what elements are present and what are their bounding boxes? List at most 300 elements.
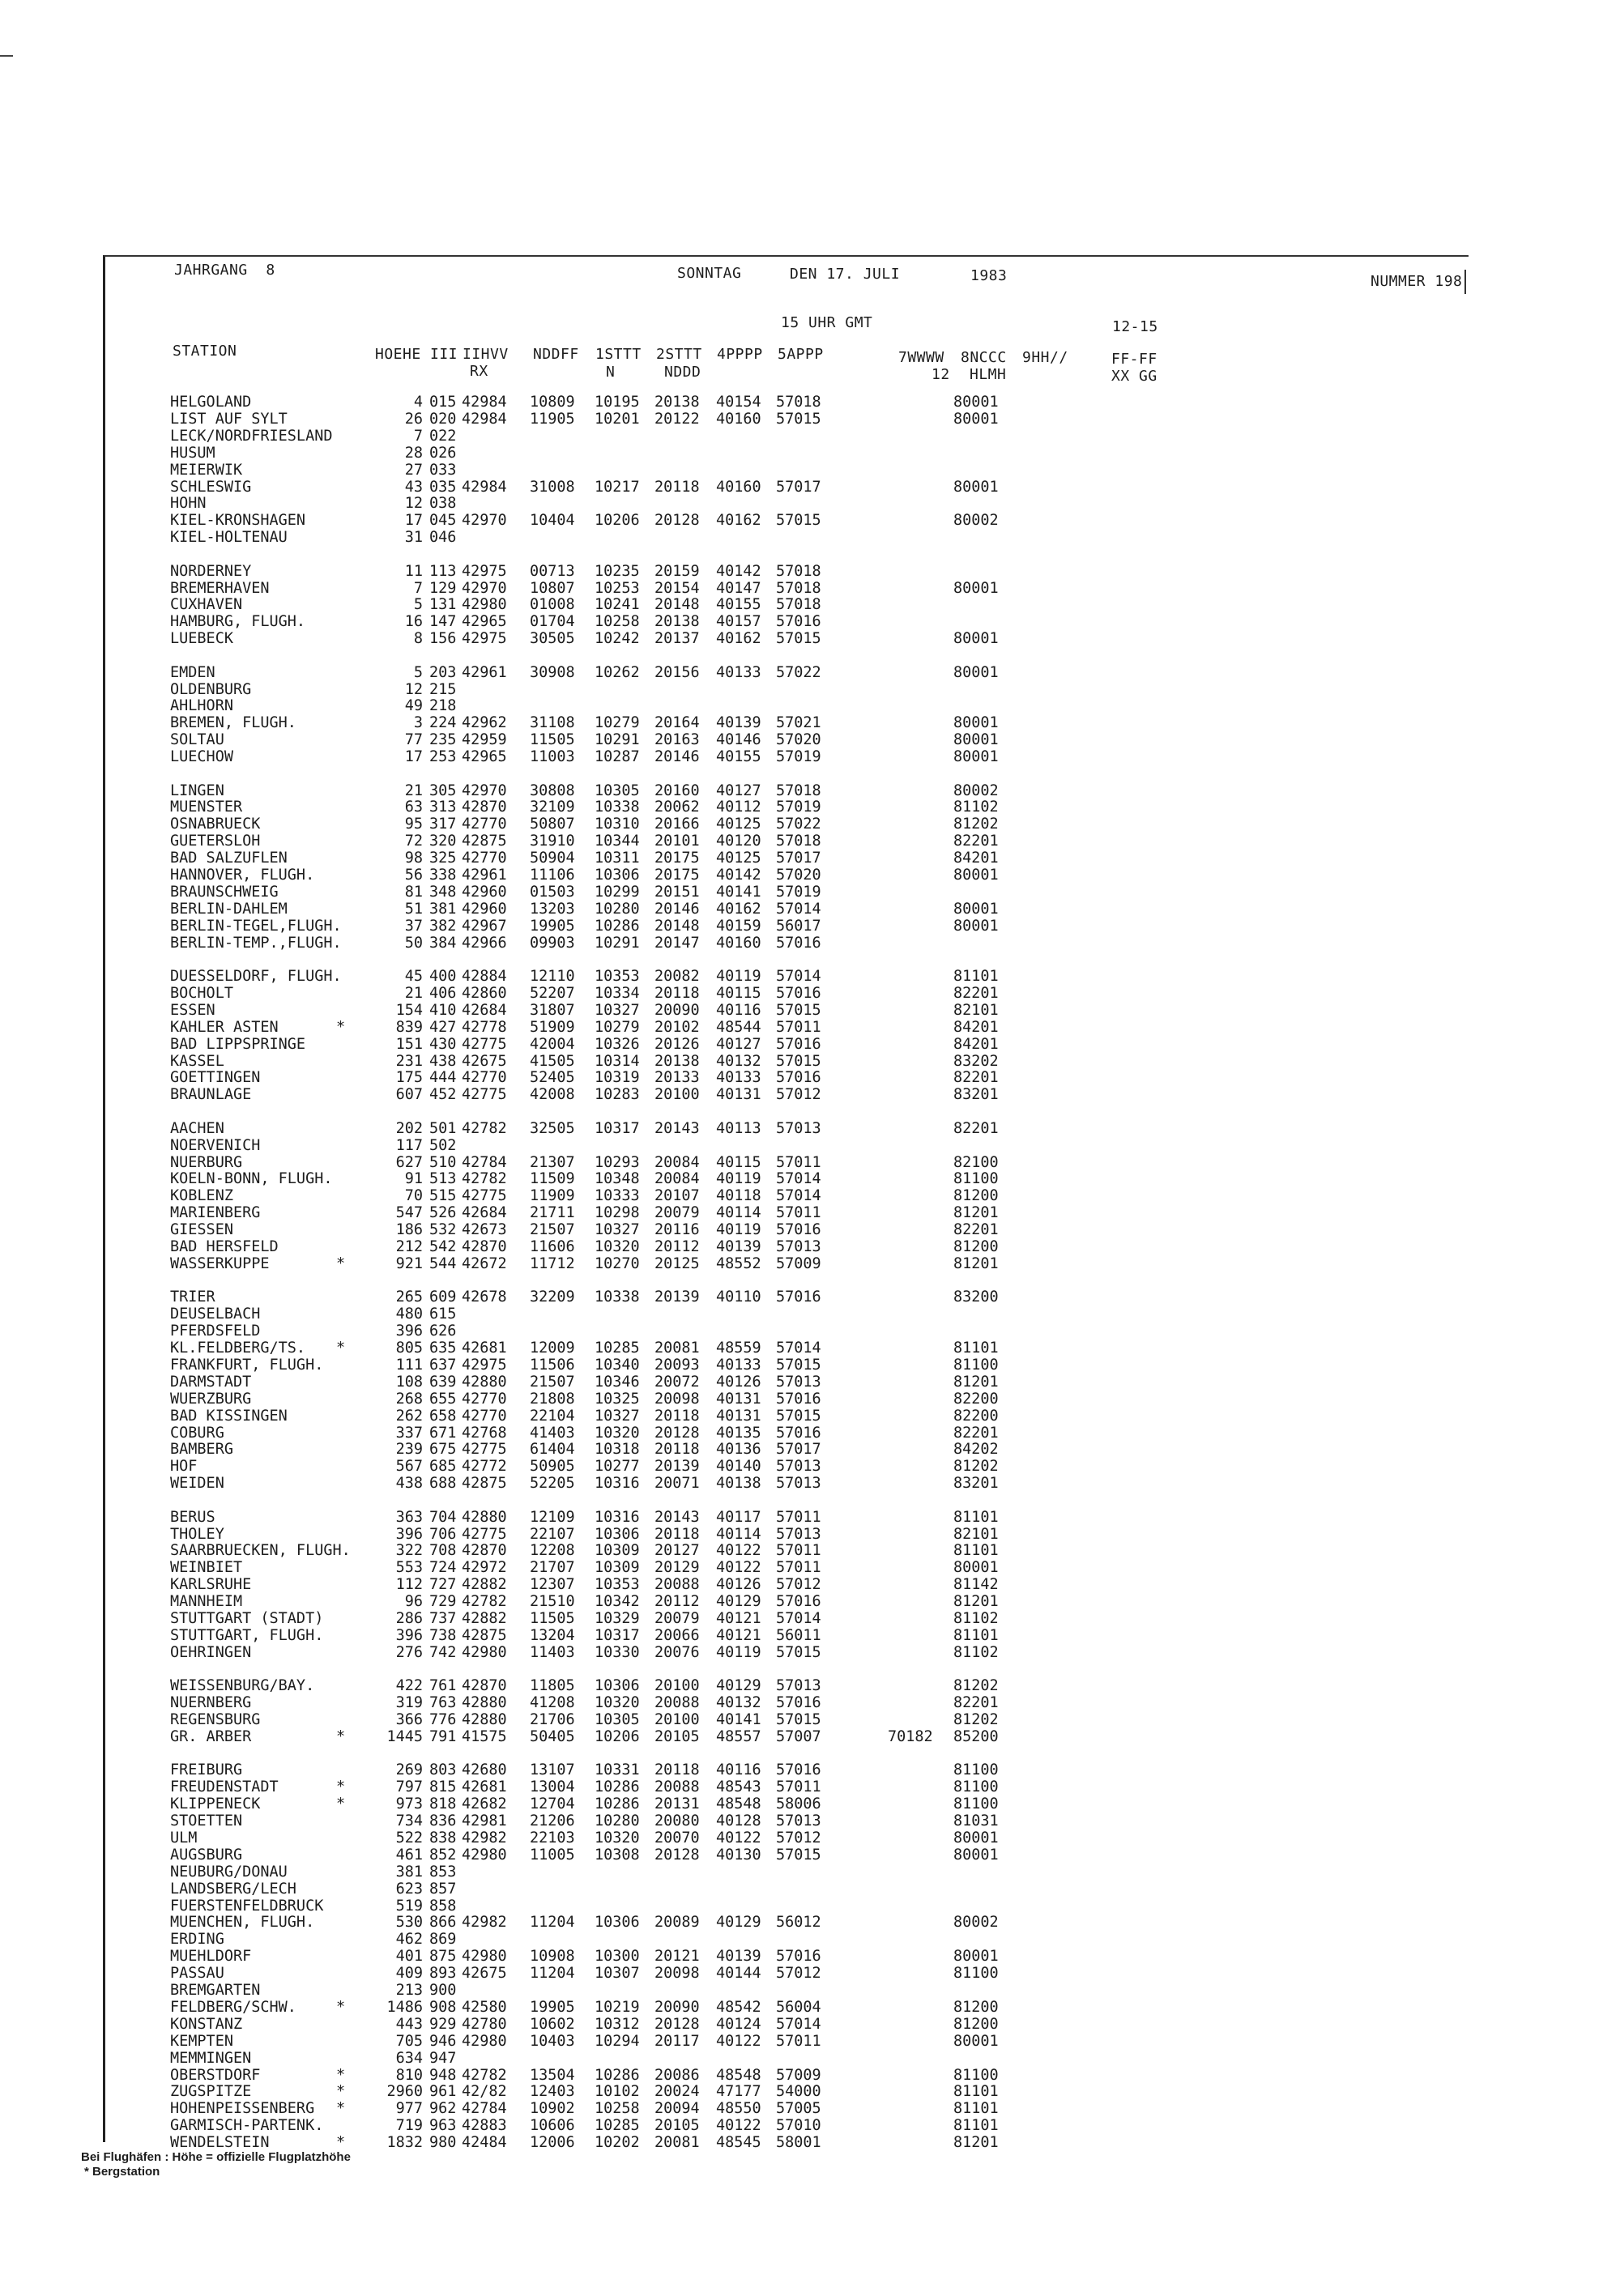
cell-name: BAD SALZUFLEN [170,850,288,867]
cell-hoehe: 16 [404,613,423,631]
cell-s1: 10320 [595,1238,640,1255]
cell-nddff: 10404 [530,512,575,530]
cell-nddff: 52207 [530,984,575,1002]
cell-s2: 20090 [654,1001,700,1019]
cell-nddff: 21707 [530,1559,575,1577]
cell-hoehe: 21 [404,782,423,799]
cell-iihvv: 42975 [462,562,507,580]
cell-n8: 81100 [953,1356,999,1374]
cell-p4: 48559 [716,1340,761,1357]
table-row [0,799,1215,816]
cell-n8: 81101 [953,1508,999,1526]
cell-s2: 20079 [654,1610,700,1627]
cell-iii: 502 [429,1136,457,1154]
cell-p4: 40110 [716,1289,761,1306]
cell-hoehe: 396 [395,1626,423,1644]
cell-nddff: 11506 [530,1356,575,1374]
table-row [0,1425,1215,1442]
cell-iii: 852 [429,1846,457,1864]
jahrgang: JAHRGANG 8 [174,262,275,279]
cell-nddff: 21507 [530,1373,575,1391]
col-nddff: NDDFF [533,346,579,363]
cell-s2: 20090 [654,1998,700,2016]
cell-p4: 48542 [716,1998,761,2016]
cell-iihvv: 42673 [462,1221,507,1239]
cell-iihvv: 42984 [462,394,507,411]
cell-s2: 20098 [654,1390,700,1408]
cell-n8: 81101 [953,968,999,985]
cell-iihvv: 42880 [462,1694,507,1712]
cell-n8: 82201 [953,1424,999,1442]
cell-nddff: 09903 [530,934,575,952]
cell-name: NORDERNEY [170,562,252,580]
cell-mark: * [336,2100,346,2118]
table-row [0,1762,1215,1778]
cell-a5: 57011 [776,1508,821,1526]
cell-s1: 10285 [595,1340,640,1357]
cell-s1: 10305 [595,1711,640,1728]
cell-n8: 80001 [953,917,999,935]
cell-name: BAMBERG [170,1441,233,1459]
cell-s2: 20098 [654,1965,700,1983]
cell-iii: 947 [429,2049,457,2067]
table-row [0,1543,1215,1559]
table-row [0,513,1215,529]
cell-n8: 81102 [953,1643,999,1661]
table-row [0,496,1215,512]
cell-p4: 40162 [716,630,761,648]
cell-p4: 40133 [716,1069,761,1087]
cell-p4: 40122 [716,2032,761,2050]
cell-s2: 20079 [654,1204,700,1222]
cell-n8: 81201 [953,1204,999,1222]
cell-s2: 20128 [654,1424,700,1442]
cell-iii: 980 [429,2134,457,2152]
cell-nddff: 52205 [530,1475,575,1493]
cell-a5: 57017 [776,1441,821,1459]
table-row [0,1881,1215,1898]
cell-a5: 57018 [776,833,821,850]
cell-p4: 40120 [716,833,761,850]
table-row [0,1256,1215,1272]
cell-name: SOLTAU [170,731,224,749]
cell-iii: 444 [429,1069,457,1087]
cell-name: NUERNBERG [170,1694,252,1712]
table-row [0,2034,1215,2050]
cell-name: NUERBURG [170,1153,243,1171]
cell-iii: 724 [429,1559,457,1577]
cell-s1: 10310 [595,816,640,833]
cell-iii: 900 [429,1982,457,1999]
cell-s1: 10318 [595,1441,640,1459]
cell-s1: 10309 [595,1542,640,1560]
nummer: NUMMER 198 [1371,273,1463,290]
cell-nddff: 50807 [530,816,575,833]
cell-s2: 20159 [654,562,700,580]
cell-s1: 10346 [595,1373,640,1391]
cell-p4: 40155 [716,596,761,614]
cell-name: NEUBURG/DONAU [170,1863,288,1881]
cell-iihvv: 42960 [462,900,507,918]
cell-iihvv: 42784 [462,1153,507,1171]
cell-hoehe: 797 [395,1778,423,1796]
cell-s1: 10342 [595,1593,640,1611]
cell-a5: 57015 [776,410,821,428]
cell-name: REGENSBURG [170,1711,261,1728]
cell-p4: 40127 [716,782,761,799]
cell-n8: 83200 [953,1289,999,1306]
table-row [0,715,1215,731]
cell-iihvv: 42870 [462,1677,507,1695]
cell-hoehe: 607 [395,1086,423,1104]
cell-iii: 501 [429,1119,457,1137]
cell-iihvv: 42972 [462,1559,507,1577]
cell-iii: 320 [429,833,457,850]
cell-iihvv: 42782 [462,1119,507,1137]
cell-s1: 10306 [595,867,640,884]
cell-name: BREMERHAVEN [170,579,270,597]
cell-iii: 948 [429,2066,457,2084]
cell-a5: 57015 [776,1052,821,1070]
cell-nddff: 11805 [530,1677,575,1695]
cell-p4: 40142 [716,867,761,884]
cell-p4: 47177 [716,2083,761,2101]
cell-n8: 81202 [953,1677,999,1695]
cell-hoehe: 28 [404,444,423,462]
cell-iii: 325 [429,850,457,867]
cell-iihvv: 42875 [462,833,507,850]
cell-s1: 10320 [595,1694,640,1712]
cell-s2: 20117 [654,2032,700,2050]
cell-iii: 836 [429,1813,457,1830]
cell-iii: 637 [429,1356,457,1374]
cell-hoehe: 480 [395,1306,423,1323]
cell-s2: 20088 [654,1576,700,1594]
table-row [0,1155,1215,1171]
cell-n8: 81102 [953,799,999,816]
cell-s2: 20148 [654,596,700,614]
cell-p4: 48550 [716,2100,761,2118]
cell-iihvv: 42684 [462,1001,507,1019]
table-row [0,1340,1215,1357]
cell-s1: 10262 [595,663,640,681]
cell-s1: 10317 [595,1626,640,1644]
table-row [0,816,1215,833]
cell-a5: 57009 [776,2066,821,2084]
table-row [0,1611,1215,1627]
cell-iii: 317 [429,816,457,833]
cell-nddff: 11909 [530,1187,575,1205]
cell-a5: 57018 [776,782,821,799]
cell-n8: 81201 [953,1254,999,1272]
cell-iii: 515 [429,1187,457,1205]
cell-name: KOBLENZ [170,1187,233,1205]
cell-a5: 57014 [776,1170,821,1188]
cell-p4: 40116 [716,1001,761,1019]
cell-nddff: 12110 [530,968,575,985]
cell-iii: 742 [429,1643,457,1661]
cell-p4: 40122 [716,1559,761,1577]
cell-a5: 57015 [776,1356,821,1374]
cell-nddff: 21808 [530,1390,575,1408]
cell-s1: 10286 [595,917,640,935]
col-4pppp: 4PPPP [717,346,763,363]
cell-name: BERLIN-TEMP.,FLUGH. [170,934,342,952]
cell-name: KL.FELDBERG/TS. [170,1340,306,1357]
cell-hoehe: 98 [404,850,423,867]
table-row [0,732,1215,748]
cell-iihvv: 42678 [462,1289,507,1306]
cell-name: AHLHORN [170,697,233,715]
cell-hoehe: 108 [395,1373,423,1391]
cell-name: EMDEN [170,663,215,681]
cell-n8: 81100 [953,1795,999,1813]
cell-iii: 869 [429,1931,457,1949]
cell-s2: 20146 [654,748,700,766]
cell-nddff: 01503 [530,883,575,901]
cell-nddff: 01704 [530,613,575,631]
cell-name: GIESSEN [170,1221,233,1239]
cell-iihvv: 42980 [462,596,507,614]
cell-s2: 20081 [654,2134,700,2152]
cell-p4: 40125 [716,850,761,867]
cell-hoehe: 50 [404,934,423,952]
table-row [0,581,1215,597]
cell-s2: 20105 [654,1727,700,1745]
cell-iihvv: 42782 [462,1170,507,1188]
cell-hoehe: 1832 [386,2134,423,2152]
cell-nddff: 21206 [530,1813,575,1830]
cell-iii: 410 [429,1001,457,1019]
cell-iihvv: 42959 [462,731,507,749]
cell-s2: 20112 [654,1238,700,1255]
cell-p4: 40136 [716,1441,761,1459]
cell-name: MEIERWIK [170,461,243,479]
table-row [0,1949,1215,1965]
cell-iihvv: 42782 [462,1593,507,1611]
cell-name: FRANKFURT, FLUGH. [170,1356,324,1374]
cell-a5: 57016 [776,1761,821,1779]
cell-p4: 40132 [716,1052,761,1070]
cell-s2: 20072 [654,1373,700,1391]
cell-name: LANDSBERG/LECH [170,1880,296,1898]
cell-n8: 80002 [953,1914,999,1932]
cell-s1: 10206 [595,1727,640,1745]
col-nddd: NDDD [664,364,701,381]
table-row [0,2118,1215,2134]
cell-name: WENDELSTEIN [170,2134,270,2152]
cell-iihvv: 42980 [462,1846,507,1864]
cell-p4: 40162 [716,512,761,530]
cell-s2: 20116 [654,1221,700,1239]
cell-p4: 40121 [716,1626,761,1644]
cell-iihvv: 42982 [462,1914,507,1932]
cell-a5: 57015 [776,1001,821,1019]
cell-s1: 10353 [595,1576,640,1594]
cell-iii: 510 [429,1153,457,1171]
cell-iihvv: 42775 [462,1187,507,1205]
cell-s2: 20076 [654,1643,700,1661]
cell-nddff: 11905 [530,410,575,428]
cell-s2: 20121 [654,1948,700,1966]
table-row [0,1594,1215,1610]
cell-n8: 82100 [953,1153,999,1171]
cell-iihvv: 42580 [462,1998,507,2016]
cell-iii: 147 [429,613,457,631]
cell-a5: 57010 [776,2117,821,2135]
table-row [0,2084,1215,2100]
table-row [0,1459,1215,1475]
cell-a5: 57012 [776,1965,821,1983]
cell-s2: 20084 [654,1170,700,1188]
cell-p4: 40118 [716,1187,761,1205]
table-row [0,1054,1215,1070]
cell-p4: 40130 [716,1846,761,1864]
cell-iii: 866 [429,1914,457,1932]
cell-a5: 56017 [776,917,821,935]
cell-hoehe: 1445 [386,1727,423,1745]
cell-n8: 80001 [953,900,999,918]
cell-hoehe: 45 [404,968,423,985]
cell-s1: 10258 [595,2100,640,2118]
cell-iii: 046 [429,529,457,547]
cell-s1: 10340 [595,1356,640,1374]
cell-name: KIEL-KRONSHAGEN [170,512,306,530]
table-row [0,1391,1215,1408]
cell-name: GUETERSLOH [170,833,261,850]
cell-iii: 635 [429,1340,457,1357]
cell-s1: 10280 [595,900,640,918]
cell-nddff: 31910 [530,833,575,850]
cell-iihvv: 42966 [462,934,507,952]
cell-name: FUERSTENFELDBRUCK [170,1897,324,1915]
cell-a5: 57020 [776,731,821,749]
cell-iii: 609 [429,1289,457,1306]
cell-iihvv: 42962 [462,714,507,732]
cell-hoehe: 12 [404,495,423,513]
cell-iii: 963 [429,2117,457,2135]
table-row [0,665,1215,681]
cell-s2: 20088 [654,1694,700,1712]
cell-n8: 81201 [953,1373,999,1391]
cell-name: KASSEL [170,1052,224,1070]
cell-nddff: 41505 [530,1052,575,1070]
cell-name: ERDING [170,1931,224,1949]
cell-iii: 384 [429,934,457,952]
col-9hh: 9HH// [1022,349,1068,366]
cell-s2: 20128 [654,2015,700,2033]
cell-s2: 20105 [654,2117,700,2135]
cell-a5: 58001 [776,2134,821,2152]
cell-s2: 20175 [654,850,700,867]
cell-s2: 20080 [654,1813,700,1830]
cell-p4: 40138 [716,1475,761,1493]
cell-s1: 10235 [595,562,640,580]
cell-name: LUEBECK [170,630,233,648]
cell-s1: 10330 [595,1643,640,1661]
table-row [0,428,1215,445]
cell-n8: 81142 [953,1576,999,1594]
col-iii: III [430,346,458,363]
cell-iihvv: 42975 [462,630,507,648]
cell-hoehe: 805 [395,1340,423,1357]
cell-p4: 40119 [716,1221,761,1239]
cell-s1: 10353 [595,968,640,985]
table-row [0,394,1215,411]
cell-p4: 40126 [716,1373,761,1391]
cell-name: WEINBIET [170,1559,243,1577]
cell-s2: 20100 [654,1086,700,1104]
cell-hoehe: 77 [404,731,423,749]
cell-iii: 253 [429,748,457,766]
cell-n8: 83201 [953,1475,999,1493]
cell-s2: 20100 [654,1677,700,1695]
cell-nddff: 12307 [530,1576,575,1594]
cell-iii: 022 [429,427,457,445]
cell-iihvv: 42882 [462,1576,507,1594]
table-row [0,1966,1215,1982]
cell-name: HELGOLAND [170,394,252,411]
cell-name: DUESSELDORF, FLUGH. [170,968,342,985]
cell-iihvv: 42961 [462,867,507,884]
cell-iihvv: 42970 [462,512,507,530]
cell-a5: 57013 [776,1475,821,1493]
cell-nddff: 22107 [530,1525,575,1543]
cell-a5: 57014 [776,1187,821,1205]
cell-a5: 57019 [776,799,821,816]
cell-nddff: 11509 [530,1170,575,1188]
cell-name: WUERZBURG [170,1390,252,1408]
table-row [0,479,1215,496]
cell-iii: 961 [429,2083,457,2101]
cell-s1: 10348 [595,1170,640,1188]
cell-hoehe: 623 [395,1880,423,1898]
cell-s1: 10311 [595,850,640,867]
cell-s1: 10306 [595,1677,640,1695]
cell-iihvv: 42768 [462,1424,507,1442]
cell-s2: 20112 [654,1593,700,1611]
cell-name: SCHLESWIG [170,478,252,496]
table-row [0,1070,1215,1086]
cell-n8: 81100 [953,2066,999,2084]
cell-p4: 40142 [716,562,761,580]
cell-s1: 10338 [595,799,640,816]
cell-iihvv: 42880 [462,1508,507,1526]
cell-n8: 80001 [953,2032,999,2050]
cell-p4: 40119 [716,1170,761,1188]
cell-hoehe: 17 [404,512,423,530]
cell-nddff: 12704 [530,1795,575,1813]
cell-a5: 57016 [776,1948,821,1966]
cell-hoehe: 37 [404,917,423,935]
cell-name: BERLIN-DAHLEM [170,900,288,918]
cell-s2: 20147 [654,934,700,952]
cell-s2: 20088 [654,1778,700,1796]
cell-iii: 857 [429,1880,457,1898]
cell-s2: 20094 [654,2100,700,2118]
cell-nddff: 50905 [530,1458,575,1476]
cell-iii: 929 [429,2015,457,2033]
cell-nddff: 10606 [530,2117,575,2135]
cell-iii: 045 [429,512,457,530]
cell-hoehe: 26 [404,410,423,428]
cell-hoehe: 43 [404,478,423,496]
cell-name: FELDBERG/SCHW. [170,1998,296,2016]
cell-iii: 224 [429,714,457,732]
cell-name: STUTTGART (STADT) [170,1610,324,1627]
cell-iii: 738 [429,1626,457,1644]
table-row [0,1205,1215,1221]
